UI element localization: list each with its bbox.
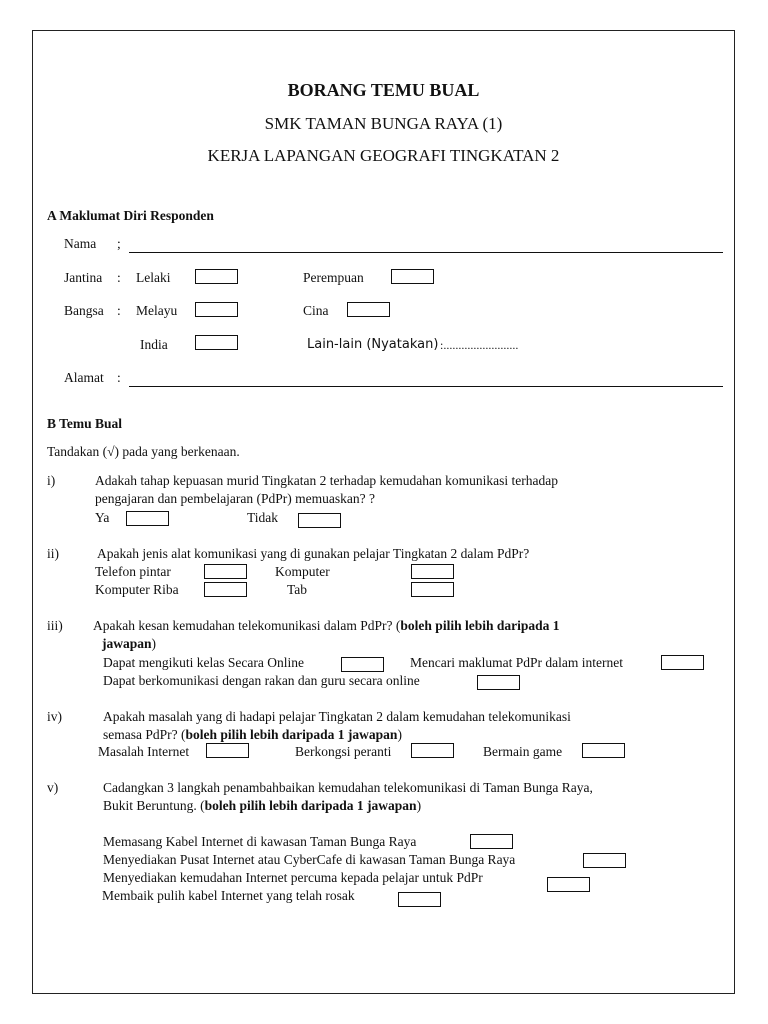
q3-number: iii): [47, 618, 63, 633]
q5-option-pusat-internet: Menyediakan Pusat Internet atau CyberCafe di kawasan Taman Bunga Raya: [103, 852, 516, 867]
q5-bold-note: boleh pilih lebih daripada 1 jawapan: [204, 798, 417, 813]
q4-option-masalah-internet: Masalah Internet: [98, 744, 190, 759]
school-name: SMK TAMAN BUNGA RAYA (1): [264, 114, 503, 133]
q5-option-kabel: Memasang Kabel Internet di kawasan Taman Bunga Raya: [103, 834, 417, 849]
option-lain-lain: Lain-lain (Nyatakan): [307, 337, 439, 352]
jantina-label: Jantina: [64, 270, 103, 285]
checkbox-lelaki[interactable]: [195, 269, 238, 284]
q3-text-line2: [102, 636, 156, 652]
q4-option-berkongsi: Berkongsi peranti: [295, 744, 392, 759]
option-melayu: Melayu: [136, 303, 178, 318]
checkbox-q4-berkongsi[interactable]: [411, 743, 454, 758]
q1-number: i): [47, 473, 56, 488]
checkbox-q2-komputer[interactable]: [411, 564, 454, 579]
alamat-input-line[interactable]: [129, 386, 723, 387]
checkbox-melayu[interactable]: [195, 302, 238, 317]
q5-number: v): [47, 780, 59, 795]
checkbox-q2-komputer-riba[interactable]: [204, 582, 247, 597]
checkbox-q2-telefon[interactable]: [204, 564, 247, 579]
option-lelaki: Lelaki: [136, 270, 171, 285]
q4-number: iv): [47, 709, 62, 724]
checkbox-q3-maklumat[interactable]: [661, 655, 704, 670]
q2-option-tab: Tab: [287, 582, 308, 597]
lain-lain-dots[interactable]: :.........................: [440, 338, 519, 352]
option-perempuan: Perempuan: [303, 270, 364, 285]
q4-text: semasa PdPr? (: [103, 727, 186, 742]
q1-option-ya: Ya: [95, 510, 110, 525]
checkbox-india[interactable]: [195, 335, 238, 350]
q4-text-line1: Apakah masalah yang di hadapi pelajar Tingkatan 2 dalam kemudahan telekomunikasi: [103, 709, 571, 724]
form-title: BORANG TEMU BUAL: [287, 80, 480, 100]
q2-option-komputer-riba: Komputer Riba: [95, 582, 179, 597]
checkbox-q5-pusat-internet[interactable]: [583, 853, 626, 868]
section-b-heading: B Temu Bual: [47, 416, 123, 431]
jantina-separator: :: [117, 270, 121, 285]
checkbox-q1-ya[interactable]: [126, 511, 169, 526]
nama-label: Nama: [64, 236, 97, 251]
q3-text: Apakah kesan kemudahan telekomunikasi dalam PdPr? (: [93, 618, 401, 633]
form-subject: KERJA LAPANGAN GEOGRAFI TINGKATAN 2: [207, 146, 560, 165]
q5-option-baik-pulih: Membaik pulih kabel Internet yang telah rosak: [102, 888, 355, 903]
option-india: India: [140, 337, 168, 352]
q2-option-telefon: Telefon pintar: [95, 564, 171, 579]
q4-bold-note: boleh pilih lebih daripada 1 jawapan: [185, 727, 398, 742]
q5-close-paren: ): [416, 798, 422, 813]
q3-option-kelas-online: Dapat mengikuti kelas Secara Online: [103, 655, 304, 670]
checkbox-cina[interactable]: [347, 302, 390, 317]
q2-number: ii): [47, 546, 59, 561]
q3-option-berkomunikasi: Dapat berkomunikasi dengan rakan dan guru secara online: [103, 673, 420, 688]
q5-text: Bukit Beruntung. (: [103, 798, 205, 813]
q1-option-tidak: Tidak: [247, 510, 279, 525]
instruction-text: Tandakan (√) pada yang berkenaan.: [47, 444, 240, 459]
q3-bold-note: boleh pilih lebih daripada 1: [400, 618, 560, 633]
checkbox-q4-bermain-game[interactable]: [582, 743, 625, 758]
option-cina: Cina: [303, 303, 329, 318]
checkbox-perempuan[interactable]: [391, 269, 434, 284]
q1-text-line2: pengajaran dan pembelajaran (PdPr) memuaskan? ?: [95, 491, 376, 506]
q3-close-paren: ): [151, 636, 157, 651]
q5-option-percuma: Menyediakan kemudahan Internet percuma kepada pelajar untuk PdPr: [103, 870, 483, 885]
q4-text-line2: [103, 727, 402, 743]
checkbox-q3-kelas-online[interactable]: [341, 657, 384, 672]
q2-text-line1: Apakah jenis alat komunikasi yang di gunakan pelajar Tingkatan 2 dalam PdPr?: [97, 546, 530, 561]
q4-close-paren: ): [397, 727, 402, 742]
q3-option-maklumat: Mencari maklumat PdPr dalam internet: [410, 655, 623, 670]
q4-option-bermain-game: Bermain game: [483, 744, 563, 759]
q5-text-line2: [103, 798, 421, 814]
q5-text-line1: Cadangkan 3 langkah penambahbaikan kemudahan telekomunikasi di Taman Bunga Raya,: [103, 780, 593, 795]
bangsa-label: Bangsa: [64, 303, 104, 318]
q3-bold-note-jawapan: jawapan: [102, 636, 152, 651]
q3-text-line1: [93, 618, 559, 634]
q2-option-komputer: Komputer: [275, 564, 330, 579]
q1-text-line1: Adakah tahap kepuasan murid Tingkatan 2 terhadap kemudahan komunikasi terhadap: [95, 473, 559, 488]
checkbox-q3-berkomunikasi[interactable]: [477, 675, 520, 690]
section-a-heading: A Maklumat Diri Responden: [47, 208, 214, 223]
alamat-separator: :: [117, 370, 121, 385]
bangsa-separator: :: [117, 303, 121, 318]
alamat-label: Alamat: [64, 370, 104, 385]
checkbox-q4-masalah-internet[interactable]: [206, 743, 249, 758]
checkbox-q1-tidak[interactable]: [298, 513, 341, 528]
checkbox-q5-percuma[interactable]: [547, 877, 590, 892]
checkbox-q2-tab[interactable]: [411, 582, 454, 597]
nama-separator: ;: [117, 236, 121, 251]
checkbox-q5-baik-pulih[interactable]: [398, 892, 441, 907]
nama-input-line[interactable]: [129, 252, 723, 253]
checkbox-q5-kabel[interactable]: [470, 834, 513, 849]
